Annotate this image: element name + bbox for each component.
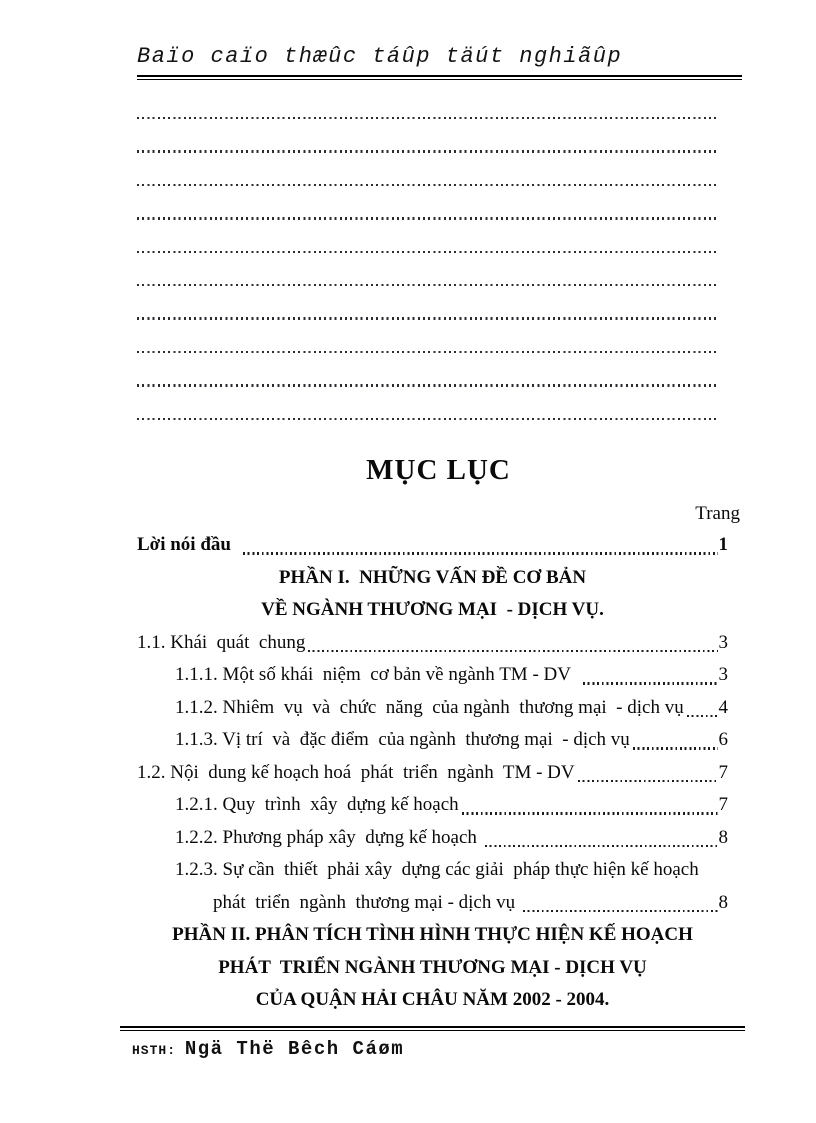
toc-entry (137, 887, 728, 920)
dotted-filler-line (137, 384, 719, 416)
toc-page-number: 4 (718, 696, 728, 718)
dot-leader (137, 284, 719, 286)
dot-leader (462, 812, 718, 814)
dotted-filler-line (137, 251, 719, 283)
dot-leader (137, 184, 719, 186)
toc-entry (137, 757, 728, 790)
dot-leader (137, 217, 719, 219)
toc-list (137, 529, 728, 1017)
header-rule-thin (137, 79, 742, 80)
toc-entry-text: 1.2. Nội dung kế hoạch hoá phát triển ngành TM - DV (137, 761, 575, 783)
toc-entry (137, 789, 728, 822)
header-title: Baïo caïo thæûc táûp täút nghiãûp (137, 44, 623, 69)
toc-page-number: 8 (718, 891, 728, 913)
toc-page-number: 7 (718, 794, 728, 815)
dotted-filler-line (137, 217, 719, 249)
dotted-filler-line (137, 150, 719, 182)
page-header (137, 44, 742, 80)
toc-entry (137, 854, 728, 887)
toc-section-heading: VỀ NGÀNH THƯƠNG MẠI - DỊCH VỤ. (261, 599, 604, 620)
toc-section-heading: PHẦN II. PHÂN TÍCH TÌNH HÌNH THỰC HIỆN KẾ HOẠCH (172, 924, 693, 945)
header-rule-thick (137, 75, 742, 77)
toc-entry-text: phát triển ngành thương mại - dịch vụ (213, 891, 520, 913)
toc-page-number: 7 (718, 761, 728, 783)
dot-leader (137, 117, 719, 119)
dot-leader (633, 747, 718, 749)
footer-rule-thick (120, 1026, 745, 1028)
toc-entry (137, 692, 728, 725)
page-footer (120, 1026, 745, 1060)
dotted-filler-line (137, 418, 719, 450)
dot-leader (523, 910, 718, 912)
toc-entry (137, 627, 728, 660)
toc-entry-text: 1.2.1. Quy trình xây dựng kế hoạch (175, 794, 459, 815)
dotted-filler-line (137, 351, 719, 383)
dot-leader (583, 682, 717, 684)
dot-leader (137, 150, 719, 152)
toc-section-heading: CỦA QUẬN HẢI CHÂU NĂM 2002 - 2004. (255, 989, 610, 1010)
footer-rule-thin (120, 1030, 745, 1031)
dot-leader (308, 650, 717, 652)
toc-page-number: 8 (718, 826, 728, 848)
toc-page-number: 1 (718, 534, 728, 555)
toc-section-heading: PHẦN I. NHỮNG VẤN ĐỀ CƠ BẢN (278, 566, 587, 588)
toc-entry-text: 1.1.1. Một số khái niệm cơ bản về ngành TM - DV (175, 664, 581, 685)
dotted-filler-line (137, 184, 719, 216)
footer-double-rule (120, 1026, 745, 1031)
header-double-rule (137, 75, 742, 80)
toc-entry (137, 529, 728, 562)
footer-author-name: Ngä Thë Bêch Cáøm (184, 1038, 405, 1060)
toc-entry-text: 1.2.3. Sự cần thiết phải xây dựng các giải pháp thực hiện kế hoạch (175, 859, 699, 880)
footer-author-label: HSTH: (132, 1043, 185, 1058)
toc-entry (137, 724, 728, 757)
dotted-filler-line (137, 284, 719, 316)
dot-leader (137, 351, 719, 353)
dot-leader (485, 845, 718, 847)
toc-entry (137, 822, 728, 855)
toc-entry-text: 1.1.2. Nhiêm vụ và chức năng của ngành thương mại - dịch vụ (175, 696, 684, 718)
dot-leader (687, 715, 718, 717)
dot-leader (137, 384, 719, 386)
dot-leader (578, 780, 718, 782)
toc-entry-text: 1.1. Khái quát chung (137, 631, 306, 653)
toc-title: MỤC LỤC (366, 454, 511, 486)
dotted-filler-line (137, 317, 719, 349)
dotted-filler-block (137, 116, 719, 450)
toc-entry-text: 1.1.3. Vị trí và đặc điểm của ngành thương mại - dịch vụ (175, 729, 630, 750)
dotted-filler-line (137, 117, 719, 149)
toc-entry-text: 1.2.2. Phương pháp xây dựng kế hoạch (175, 826, 482, 848)
toc-page-number: 6 (718, 729, 728, 750)
toc-entry-text: Lời nói đầu (137, 534, 241, 555)
page-column-label: Trang (695, 503, 740, 524)
toc-entry (137, 659, 728, 692)
toc-page-number: 3 (718, 664, 728, 685)
footer-author-line (120, 1038, 745, 1060)
toc-section-heading: PHÁT TRIỂN NGÀNH THƯƠNG MẠI - DỊCH VỤ (218, 956, 647, 978)
toc-page-number: 3 (718, 631, 728, 653)
dot-leader (137, 418, 719, 420)
dot-leader (137, 317, 719, 319)
dot-leader (243, 552, 717, 554)
dot-leader (137, 251, 719, 253)
